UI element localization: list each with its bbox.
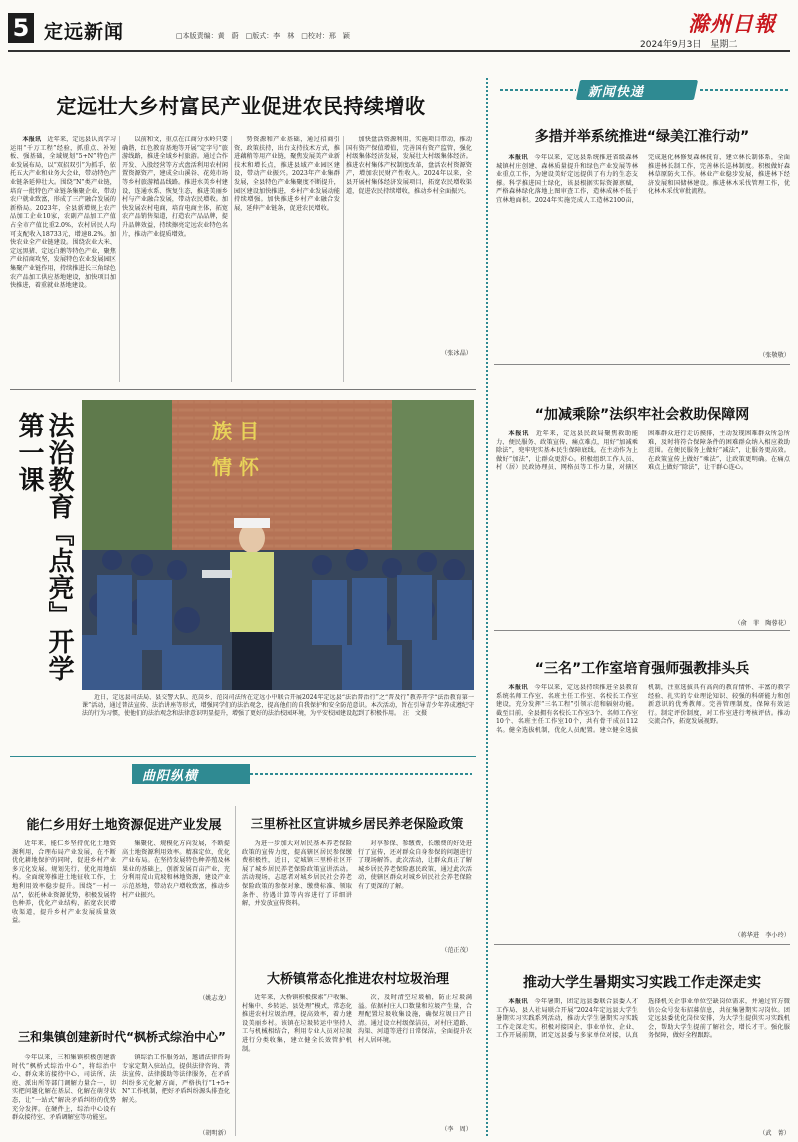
lead-text-2: 以前和文，重点在江商分水岭只要确谐，红色教育基地等开展“定字号”旅游线路，推进全域乡村旅游。通过合作开发、入股经营等方式盘活利用农村闲置资源资产，建成全山溪谷、花苑市场等乡村旅游精品线路。推进水美乡村建设，连通水系、恢复生态，推进美丽乡村与产业融合发展，带动农民增收。加快发展农村电商，培育电商主体，拓宽农产品销售渠道，打造农产品品牌，提升品牌效益，持续擦亮定远农业特色名片，推动产业提质增效。 [122, 136, 228, 238]
quyang-title-1: 能仁乡用好土地资源促进产业发展 [26, 818, 222, 833]
brief-byline-1: 本报讯 [508, 154, 528, 161]
quyang-sig-4: （李 周） [441, 1126, 472, 1133]
quyang-text-2b [358, 840, 472, 940]
news-brief-dotline [500, 89, 576, 91]
brief-title-4: 推动大学生暑期实习实践工作走深走实 [523, 975, 761, 991]
quyang-text-1b [122, 840, 230, 990]
brief-body-2: 近年来，定远县民政局聚焦救助能力、便民服务、政策宣传、痛点难点，用好“加减乘除法”，兜牢兜实基本民生保障底线。在主动作为上做好“加法”，让群众更舒心。积极组织工作人员、村（居）民政协理员、网格员等工作力量，对辖区困难群众进行走访摸排，主动发现困难群众所急所难，及时将符合保障条件的困难群众纳入相应救助范围。在便民服务上做好“减法”，让服务更高效。在政策宣传上做好“乘法”，让政策更明确。在痛点难点上做好“除法”，让干群心连心。 [496, 430, 790, 472]
paper-logo: 滁州日報 [688, 11, 776, 36]
quyang-title-4: 大桥镇常态化推进农村垃圾治理 [266, 972, 449, 987]
lead-byline: 本报讯 [22, 136, 42, 143]
brief-body-4: 今年暑期，团定远县委联合县委人才工作局、县人社局联合开展“2024年定远县大学生暑期实习实践系列活动，推动大学生暑期实习实践工作走深走实。积极对接国企、事业单位、企业、工作开展前期，团定远县委与多家单位对接，认真选择机关企事业单位空缺岗位需求，并通过官方微信公众号发布招募信息，共征集暑期实习岗位。团定远县委优化岗位安排，为大学生提供实习实践机会，帮助大学生提前了解社会，增长才干。强化服务保障，做好全程跟踪。 [496, 998, 790, 1040]
brief-sig-1: （张敬敬） [759, 352, 790, 359]
quyang-body-3b: 镇综治工作服务站，邀请法律咨询专家定期入驻站点，提供法律咨询、普法宣传、法律援助等法律服务，在矛盾纠纷多元化解方面，严格执行“1+5+N”工作机制，把好矛盾纠纷源头排查化解关。 [122, 1054, 230, 1104]
section-title: 定远新闻 [44, 21, 125, 43]
page-number-box [8, 13, 34, 43]
lead-text-4: 加快盘活资源利用，实施项目带动，推动国有资产保值增值，完善国有资产监管，强化村级集体经济发展，发展壮大村级集体经济。推进农村集体产权制度改革，盘活农村资源资产，增加农民财产性收入。2024年以来，全县开展村集体经济发展项目，拓宽农民增收渠道，促进农民持续增收，推动乡村全面振兴。 [346, 136, 472, 195]
lead-col-1 [10, 136, 116, 382]
quyang-text-4a [242, 994, 352, 1134]
brief-body-3: 今年以来，定远县持续推进全县教育系统名师工作室、名班主任工作室、名校长工作室建设，充分发挥“三名工程”引领示范和辐射功能。截至目前，全县拥有名校长工作室3个、名师工作室10个、名班主任工作室10个，共有骨干成员112名。健全选拔机制，优化人员配置。建立健全选拔机制，注重选拔具有高尚的教育情怀、丰富的教学经验、扎实的专业理论知识、较强的科研能力和创新意识的优秀教师。完善管理制度，保障有效运行。制定评价制度，对工作室进行考核评估。推动交流合作，拓宽发展视野。 [496, 684, 790, 734]
brief-sig-3: （蒋华进 李小玲） [734, 932, 790, 939]
brief-byline-3: 本报讯 [508, 684, 528, 691]
brief-rule-3 [494, 944, 790, 945]
col-divider [231, 136, 232, 382]
news-photo [82, 400, 474, 690]
col-divider [343, 136, 344, 382]
lead-col-3 [234, 136, 340, 382]
brief-byline-4: 本报讯 [508, 998, 528, 1005]
news-brief-label: 新闻快递 [588, 84, 645, 100]
brief-sig-2: （俞 菲 陶蓉花） [734, 620, 790, 627]
quyang-body-1b: 集聚化、规模化方向发展，不断提高土地资源利用效率。精准定位，优化产业布局。在坚持发展特色种养殖及林果业的基础上，创新发展百亩产业，充分利用荒山荒坡和林地资源，建设产业示范基地，带动农户增收致富，推动乡村产业振兴。 [122, 840, 230, 899]
photo-illustration [82, 400, 474, 690]
lead-headline: 定远壮大乡村富民产业促进农民持续增收 [56, 94, 426, 118]
quyang-top-rule [10, 756, 476, 757]
lead-text-3: 势资源和产业基础，通过招商引资、政策扶持，出台支持技术方式，推进藕稍等用产业链，聚焦发展美产业新技术和增长点，推进县域产业园区建设，带动产业振兴。2023年产业集群发展，全县特色产业集聚度不断提升，园区建设加快推进，乡村产业发展动能持续增强。加快推进乡村产业融合发展，延伸产业链条，促进农民增收。 [234, 136, 340, 212]
photo-caption [82, 694, 474, 742]
brief-title-3: “三名”工作室培育强师强教排头兵 [534, 661, 750, 677]
quyang-sig-3: （胡明新） [199, 1130, 230, 1137]
svg-text:情 怀: 情 怀 [212, 455, 259, 479]
caption-text: 近日，定远县司法局、县交警大队、范岗乡、范岗司法所在定远小中联合开展2024年定远县“法治普治行”之“普及行”教养开学“法治教育第一课”活动，通过普法宣传、法治讲座等形式，增强同学们的法治观念，提高他们的自我保护和安全防范意识。本次活动，旨在引导青少年养成遵纪守法的行为习惯，使他们的法治观念和法律意识明显提升，增强了更好的法治校园环境，为平安校园建设起到了积极作用。 [82, 694, 474, 718]
lead-col-4 [346, 136, 472, 354]
lead-col-2 [122, 136, 228, 382]
brief-rule-1 [494, 364, 790, 365]
section-rule [10, 389, 476, 390]
vertical-headline: 法治教育『点亮』开学第一课 [14, 412, 74, 682]
news-brief-banner [576, 80, 698, 100]
news-brief-dotline [700, 89, 788, 91]
quyang-text-1a [12, 840, 116, 1000]
issue-date: 2024年9月3日 星期二 [640, 40, 738, 50]
quyang-banner [132, 764, 250, 784]
col-divider [119, 136, 120, 382]
quyang-body-1a: 近年来，能仁乡坚持优化土地资源利用，合理布局产业发展，在不断优化耕地保护的同时，促进乡村产业多元化发展。规划先行，优化用地结构。全面统筹推进土地征收工作，土地利用效率稳步提升。围绕“一村一品”，依托林业资源优势，积极发展特色种养，优化产业结构，拓宽农民增收渠道，提升乡村产业发展质量效益。 [12, 840, 116, 925]
brief-byline-2: 本报讯 [508, 430, 529, 437]
brief-text-2 [496, 430, 790, 624]
quyang-body-2b: 对享参保、参缴费，长缴费的好处进行了宣传，还对群众自身参保的问题进行了现场解答。此次活动，让群众真正了解城乡居民养老保险惠民政策，通过此次活动，使辖区群众对城乡居民社会养老保险有了更深的了解。 [358, 840, 472, 890]
brief-text-4 [496, 998, 790, 1128]
lead-text-1: 近年来，定远县认真学习运用“千万工程”经验，抓重点、补短板、强基础，全域规划“5+N”特色产业发展布局，以“双招双引”为抓手，依托五大产业和业务大会业，带动特色产业链条延伸壮大。围绕“N”类产业链，培育一批特色产业链条集聚企业，带动农户就业致富，形成了三产融合发展的新格局。2023年，全县新增规上农产品加工企业10家，农副产品加工产值占全市产值比重2.0%，农村居民人均可支配收入18733元，增速8.2%。加快农业全产业链建设。围绕农业大米、定远黑猪、定远白鹅等特色产业，聚焦产业招商攻坚，发展特色农业发展园区集聚产业链作用，持续推进长三角绿色农产品加工供应基地建设，加快项目加快推进，着重就业基地建设。 [10, 136, 116, 290]
quyang-body-2a: 为进一步加大对居民基本养老保险政策的宣传力度，提高辖区居民参保缴费积极性，近日，定城镇三里桥社区开展了城乡居民养老保险政策宣讲活动。活动现场，志愿者对城乡居民社会养老保险政策的参保对象、缴费标准、领取条件、待遇计算等内容进行了详细讲解，并发放宣传资料。 [242, 840, 352, 908]
quyang-title-3: 三和集镇创建新时代“枫桥式综治中心” [18, 1030, 226, 1044]
brief-rule-2 [494, 630, 790, 631]
quyang-text-3b [122, 1054, 230, 1126]
lead-signature: （张冰晶） [441, 350, 472, 357]
brief-sig-4: （武 菁） [759, 1130, 790, 1137]
masthead-rule [8, 50, 790, 52]
quyang-text-4b [358, 994, 472, 1120]
quyang-sig-2: （范正茂） [441, 947, 472, 954]
quyang-body-3a: 今年以来，三和集镇积极创建新时代“枫桥式综治中心”，将综治中心、群众来访接待中心、司法所、法庭、派出所等部门调解力量合一，切实把问题化解在基层、化解在萌芽状态，让“一站式”解决矛盾纠纷的优势充分发挥。在硬件上，综治中心设有群众接待室、矛盾调解室等功能室。 [12, 1054, 116, 1122]
quyang-label: 曲阳纵横 [142, 768, 199, 784]
page-number: 5 [12, 14, 30, 42]
brief-text-1 [496, 154, 790, 356]
quyang-text-2a [242, 840, 352, 960]
quyang-body-4a: 近年来，大桥镇积极探索“户收集、村集中、乡转运、县处理”模式，常态化推进农村垃圾治理，提高效率，着力建设美丽乡村。该镇在垃圾转运中坚持人工与机械相结合，利用专业人员对垃圾进行分类收集，建立健全长效管护机制。 [242, 994, 352, 1053]
quyang-body-4b: 次，及时清空垃圾桶，防止垃圾满溢。依据村庄人口数量和垃圾产生量，合理配置垃圾收集设施，确保垃圾日产日清。通过设立村级保洁员，对村庄道路、沟渠、河道等进行日常保洁，全面提升农村人居环境。 [358, 994, 472, 1044]
quyang-sig-1: （姚志龙） [199, 995, 230, 1002]
brief-text-3 [496, 684, 790, 938]
quyang-title-2: 三里桥社区宣讲城乡居民养老保险政策 [250, 816, 464, 831]
editors-line: □本版责编：黄 蔚 □版式：李 林 □校对：邢 颖 [176, 32, 350, 40]
quyang-text-3a [12, 1054, 116, 1138]
brief-body-1: 今年以来，定远县系统推进省级森林城镇村庄创建、森林质量提升和绿色产业发展等林业重点工作，为建设美好定远提供了有力的生态支撑。科学推进国土绿化，该县根据实际资源禀赋，严格森林绿化落地上图审查工作，造林成林不低于宜林地面积。2024年实施完成人工造林2100亩，完成退化林修复森林抚育，建立林长制体系，全面推进林长制工作，完善林长巡林制度。积极做好森林草原防火工作。林业产业稳步发展，推进林下经济发展和国储林建设。推进林木采伐管理工作，优化林木采伐审批流程。 [496, 154, 790, 204]
brief-title-2: “加减乘除”法织牢社会救助保障网 [534, 407, 750, 423]
brief-title-1: 多措并举系统推进“绿美江淮行动” [534, 129, 750, 145]
quyang-dotline [250, 773, 472, 775]
quyang-divider [235, 806, 236, 1136]
svg-text:族 目: 族 目 [212, 419, 259, 443]
photo-credit: 汪 文摄 [403, 710, 428, 718]
